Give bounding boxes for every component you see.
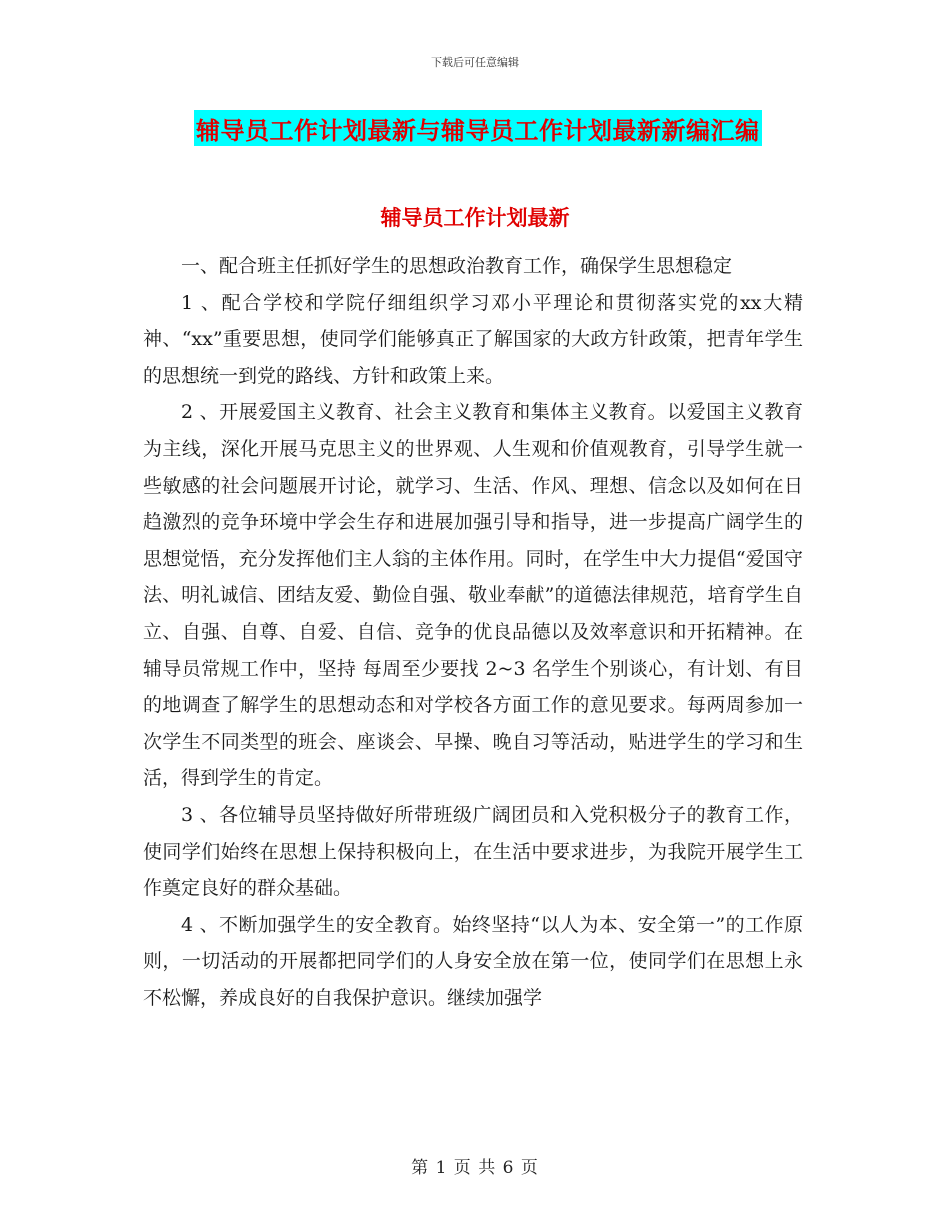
main-title: 辅导员工作计划最新与辅导员工作计划最新新编汇编 xyxy=(196,116,760,145)
page-footer: 第 1 页 共 6 页 xyxy=(411,1158,539,1178)
paragraph-item-1: 1 、配合学校和学院仔细组织学习邓小平理论和贯彻落实党的xx大精神、“xx”重要思想，使同学们能够真正了解国家的大政方针政策，把青年学生的思想统一到党的路线、方针和政策上来。 xyxy=(143,291,803,387)
paragraph-item-2: 2 、开展爱国主义教育、社会主义教育和集体主义教育。以爱国主义教育为主线，深化开展马克思主义的世界观、人生观和价值观教育，引导学生就一些敏感的社会问题展开讨论，就学习、生活、作风、理想、信念以及如何在日趋激烈的竞争环境中学会生存和进展加强引导和指导，进一步提高广阔学生的思想觉悟，充分发挥他们主人翁的主体作用。同时，在学生中大力提倡“爱国守法、明礼诚信、团结友爱、勤俭自强、敬业奉献”的道德法律规范，培育学生自立、自强、自尊、自爱、自信、竞争的优良品德以及效率意识和开拓精神。在辅导员常规工作中，坚持 每周至少要找 2~3 名学生个别谈心，有计划、有目的地调查了解学生的思想动态和对学校各方面工作的意见要求。每两周参加一次学生不同类型的班会、座谈会、早操、晚自习等活动，贴进学生的学习和生活，得到学生的肯定。 xyxy=(143,401,803,790)
body-text xyxy=(143,248,803,1016)
paragraph-item-4: 4 、不断加强学生的安全教育。始终坚持“以人为本、安全第一”的工作原则，一切活动的开展都把同学们的人身安全放在第一位，使同学们在思想上永不松懈，养成良好的自我保护意识。继续加强学 xyxy=(143,913,803,1009)
paragraph-heading-1: 一、配合班主任抓好学生的思想政治教育工作，确保学生思想稳定 xyxy=(181,255,733,277)
header-note: 下载后可任意编辑 xyxy=(431,56,519,69)
paragraph-item-3: 3 、各位辅导员坚持做好所带班级广阔团员和入党积极分子的教育工作，使同学们始终在思想上保持积极向上，在生活中要求进步，为我院开展学生工作奠定良好的群众基础。 xyxy=(143,803,803,900)
section-title: 辅导员工作计划最新 xyxy=(380,206,570,230)
main-title-highlight xyxy=(194,110,762,146)
